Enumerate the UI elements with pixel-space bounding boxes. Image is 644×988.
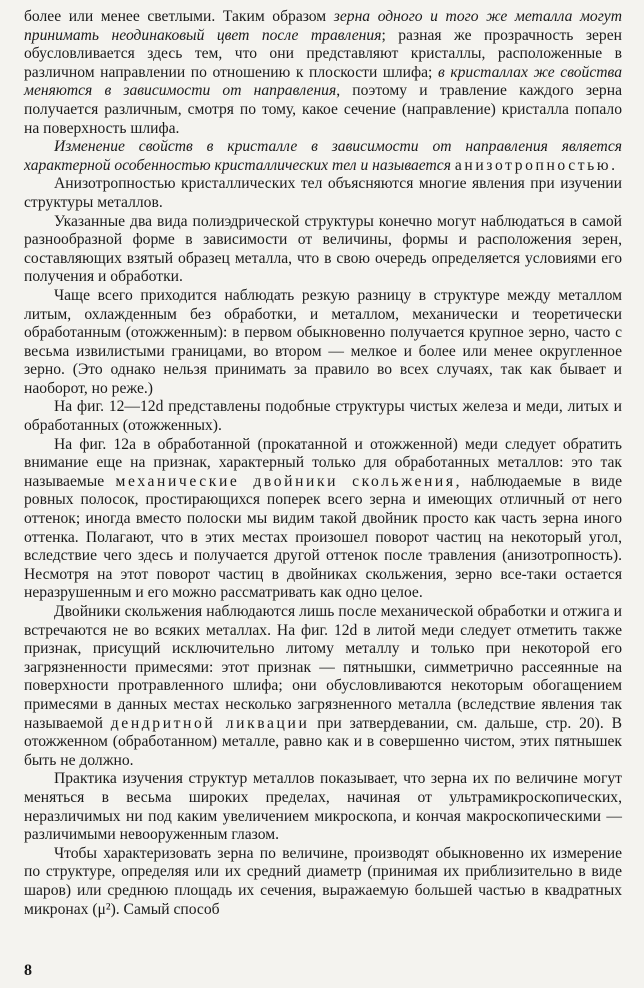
paragraph — [24, 8, 622, 138]
paragraph — [24, 436, 622, 603]
page-number: 8 — [24, 962, 32, 979]
body-text: Двойники скольжения наблюдаются лишь после механической обработки и отжига и встречаются не во всяких металлах. На фиг. 12d в литой меди следует отметить также признак, присущий исключительно литому металлу и только при некоторой его загрязненности примесями: этот признак — пятнышки, симметрично рассеянные на поверхности протравленного шлифа; они обусловливаются некоторым обогащением примесями в данных местах несколько загрязненного металла (вследствие явления так называемой — [24, 603, 622, 732]
body-text: более или менее светлыми. Таким образом — [24, 8, 334, 25]
paragraph — [24, 213, 622, 287]
body-text: Практика изучения структур металлов показывает, что зерна их по величине могут меняться в весьма широких пределах, начиная от ультрамикроскопических, неразличимых ни под каким увеличением микроскопа, и кончая макроскопическими — различимыми невооруженным глазом. — [24, 770, 622, 844]
paragraph — [24, 398, 622, 435]
spaced-emphasis-text: механические двойники скольжения — [115, 472, 456, 490]
spaced-emphasis-text: дендритной ликвации — [110, 714, 310, 732]
italic-emphasis-text: зерна одного и того же металла могут принимать неодинаковый цвет после травления — [24, 8, 622, 44]
paragraph — [24, 770, 622, 844]
page-body-text — [24, 8, 622, 919]
body-text: На фиг. 12—12d представлены подобные структуры чистых железа и меди, литых и обработанных (отожженных). — [24, 398, 622, 435]
italic-emphasis-text: Изменение свойств в кристалле в зависимости от направления является характерной особенностью кристаллических тел и называется — [24, 138, 622, 174]
body-text: , поэтому и травление каждого зерна получается различным, смотря по тому, какое сечение (направление) кристалла попало на поверхность шлифа. — [24, 82, 622, 137]
body-text: На фиг. 12а в обработанной (прокатанной и отожженной) меди следует обратить внимание еще на признак, характерный только для обработанных металлов: это так называемые — [24, 435, 622, 490]
spaced-emphasis-text: анизотропностью. — [454, 156, 618, 174]
body-text: при затвердевании, см. дальше, стр. 20). В отожженном (обработанном) металле, равно как и в совершенно чистом, этих пятнышек быть не должно. — [24, 714, 623, 769]
body-text: Указанные два вида полиэдрической структуры конечно могут наблюдаться в самой разнообразной форме в зависимости от величины, формы и расположения зерен, составляющих взятый образец металла, что в свою очередь определяется условиями его получения и обработки. — [24, 212, 622, 286]
body-text: ; разная же прозрачность зерен обусловливается здесь тем, что они представляют кристаллы, расположенные в различном направлении по отношению к плоскости шлифа; — [24, 26, 622, 81]
paragraph — [24, 287, 622, 399]
body-text: Чаще всего приходится наблюдать резкую разницу в структуре между металлом литым, охлажденным без обработки, и металлом, механически и теоретически обработанным (отожженным): в первом обыкновенно получается крупное зерно, часто с весьма извилистыми границами, во втором — мелкое и более или менее округленное зерно. (Это однако нельзя принимать за правило во всех случаях, так как бывает и наоборот, но реже.) — [24, 286, 622, 397]
body-text: Анизотропностью кристаллических тел объясняются многие явления при изучении структуры металлов. — [24, 175, 622, 211]
body-text: Чтобы характеризовать зерна по величине, производят обыкновенно их измерение по структуре, определяя или их средний диаметр (принимая их приблизительно в виде шаров) или среднюю площадь их сечения, выражаемую большей частью в квадратных микронах (μ²). Самый способ — [24, 844, 622, 918]
paragraph — [24, 138, 622, 175]
paragraph — [24, 845, 622, 919]
paragraph — [24, 175, 622, 212]
body-text: , наблюдаемые в виде ровных полосок, простирающихся поперек всего зерна и имеющих отличный от него оттенок; иногда вместо полоски мы видим такой двойник просто как часть зерна иного оттенка. Полагают, что в этих местах произошел поворот частиц на некоторый угол, вследствие чего здесь и получается другой оттенок после травления (анизотропность). Несмотря на этот поворот частиц в двойниках скольжения, зерно все-таки остается неразрушенным и его можно рассматривать как одно целое. — [24, 472, 622, 602]
italic-emphasis-text: в кристаллах же свойства меняются в зависимости от направления — [24, 63, 622, 100]
paragraph — [24, 603, 622, 770]
